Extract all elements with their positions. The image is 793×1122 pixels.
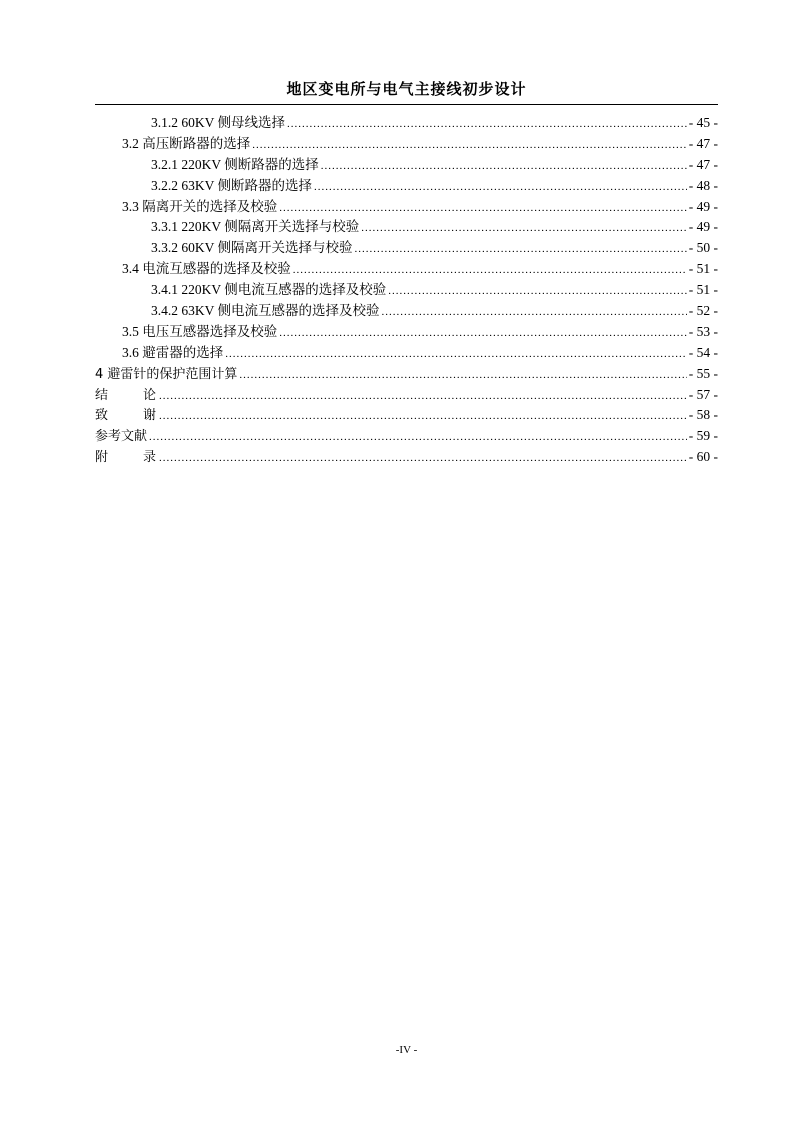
toc-leader-dots [355,239,687,260]
toc-entry-3-3-2[interactable] [95,238,718,259]
toc-leader-dots [321,156,687,177]
toc-leader-dots [293,260,687,281]
toc-entry-3-2[interactable] [95,134,718,155]
toc-entry-label-char: 致 [95,408,109,424]
toc-entry-label [95,448,157,469]
toc-entry-3-2-2[interactable] [95,176,718,197]
toc-entry-label: 3.2 高压断路器的选择 [122,135,251,151]
toc-entry-3-4[interactable] [95,259,718,280]
toc-entry-page: - 52 - [688,303,718,319]
toc-entry-label: 3.2.1 220KV 侧断路器的选择 [151,156,319,172]
toc-entry-label: 3.4.2 63KV 侧电流互感器的选择及校验 [151,303,380,319]
toc-entry-3-4-2[interactable] [95,301,718,322]
toc-entry-page: - 47 - [688,135,718,151]
toc-entry-3-4-1[interactable] [95,280,718,301]
toc-entry-page: - 57 - [688,386,718,402]
toc-entry-page: - 53 - [688,323,718,339]
toc-entry-4[interactable] [95,364,718,385]
toc-entry-label-char: 录 [143,450,157,466]
toc-leader-dots [159,448,687,469]
toc-entry-page: - 51 - [688,261,718,277]
toc-entry-label: 4 避雷针的保护范围计算 [95,366,238,382]
toc-entry-label: 参考文献 [95,429,148,445]
toc-leader-dots [159,406,687,427]
table-of-contents [95,113,718,468]
toc-entry-label: 3.2.2 63KV 侧断路器的选择 [151,177,313,193]
toc-leader-dots [279,198,687,219]
toc-entry-label: 3.3 隔离开关的选择及校验 [122,198,278,214]
toc-entry-3-3[interactable] [95,197,718,218]
toc-entry-3-6[interactable] [95,343,718,364]
toc-entry-label-char: 谢 [143,408,157,424]
toc-entry-page: - 50 - [688,240,718,256]
toc-entry-label-char: 论 [143,387,157,403]
page-number: -IV - [395,1044,418,1056]
toc-entry-page: - 51 - [688,282,718,298]
toc-entry-3-5[interactable] [95,322,718,343]
toc-entry-3-3-1[interactable] [95,217,718,238]
toc-leader-dots [314,177,687,198]
running-header: 地区变电所与电气主接线初步设计 [286,80,527,98]
header-rule [95,104,718,105]
toc-leader-dots [239,365,686,386]
toc-entry-conclusion[interactable] [95,385,718,406]
toc-entry-label: 3.1.2 60KV 侧母线选择 [151,115,286,130]
toc-entry-label: 3.3.1 220KV 侧隔离开关选择与校验 [151,219,360,235]
toc-entry-page: - 60 - [688,449,718,465]
toc-entry-page: - 45 - [688,115,718,130]
toc-leader-dots [382,302,687,323]
toc-entry-3-2-1[interactable] [95,155,718,176]
toc-entry-page: - 49 - [688,219,718,235]
toc-entry-page: - 48 - [688,177,718,193]
toc-entry-page: - 47 - [688,156,718,172]
toc-entry-page: - 59 - [688,428,718,444]
toc-leader-dots [279,323,687,344]
toc-entry-label: 3.4 电流互感器的选择及校验 [122,261,291,277]
toc-entry-label: 3.5 电压互感器选择及校验 [122,323,278,339]
toc-entry-references[interactable] [95,426,718,447]
toc-leader-dots [159,386,687,407]
toc-entry-page: - 49 - [688,198,718,214]
toc-entry-page: - 54 - [688,344,718,360]
toc-leader-dots [388,281,686,302]
toc-entry-label: 3.6 避雷器的选择 [122,344,224,360]
toc-entry-label: 3.4.1 220KV 侧电流互感器的选择及校验 [151,282,387,298]
toc-entry-label: 3.3.2 60KV 侧隔离开关选择与校验 [151,240,353,256]
toc-entry-page: - 58 - [688,407,718,423]
toc-entry-page: - 55 - [688,365,718,381]
toc-entry-label [95,406,157,427]
toc-entry-3-1-2[interactable] [95,113,718,134]
toc-entry-label-char: 附 [95,450,109,466]
toc-entry-acknowledgements[interactable] [95,405,718,426]
toc-leader-dots [252,135,687,156]
toc-entry-label [95,386,157,407]
toc-leader-dots [149,427,687,448]
toc-entry-appendix[interactable] [95,447,718,468]
toc-leader-dots [361,218,686,239]
toc-leader-dots [287,114,687,135]
toc-entry-label-char: 结 [95,387,109,403]
toc-leader-dots [225,344,687,365]
